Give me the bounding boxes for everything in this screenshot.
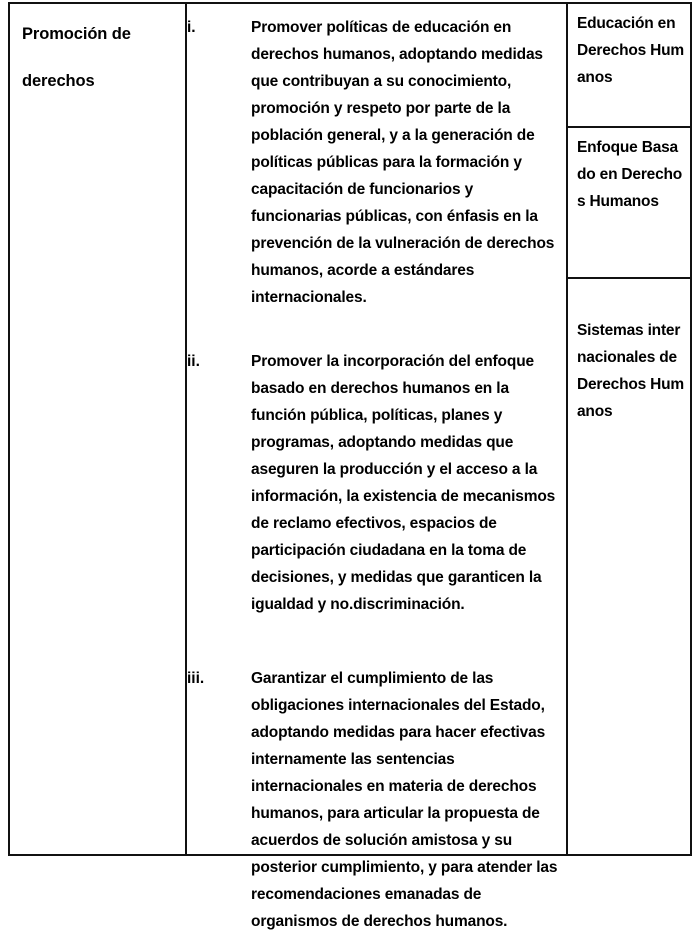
- list-item: [187, 665, 566, 935]
- list-item-text: Promover políticas de educación en derechos humanos, adoptando medidas que contribuyan a su conocimiento, promoción y respeto por parte de la población general, y a la generación de políticas públicas para la formación y capacitación de funcionarios y funcionarias públicas, con énfasis en la prevención de la vulneración de derechos humanos, acorde a estándares internacionales.: [251, 19, 555, 306]
- list-item-marker: iii.: [187, 670, 205, 687]
- table-cell-concepts: [568, 4, 690, 854]
- table-cell-actions: [187, 4, 566, 930]
- list-item: [187, 348, 566, 618]
- concept-item: Enfoque Basado en Derechos Humanos: [568, 126, 690, 277]
- concept-item: Educación en Derechos Humanos: [577, 15, 684, 86]
- concept-item: Sistemas internacionales de Derechos Humanos: [568, 277, 690, 854]
- list-item-marker: i.: [187, 19, 196, 36]
- list-item-text: Garantizar el cumplimiento de las obligaciones internacionales del Estado, adoptando medidas para hacer efectivas internamente las sentencias internacionales en materia de derechos humanos, para articular la propuesta de acuerdos de solución amistosa y su posterior cumplimiento, y para atender las recomendaciones emanadas de organismos de derechos humanos.: [251, 670, 558, 930]
- category-title-line-1: Promoción de: [22, 25, 131, 43]
- table-cell-category: [10, 4, 185, 854]
- list-item: [187, 14, 566, 311]
- category-title-line-2: derechos: [22, 72, 95, 90]
- list-item-text: Promover la incorporación del enfoque basado en derechos humanos en la función pública, políticas, planes y programas, adoptando medidas que aseguren la producción y el acceso a la información, la existencia de mecanismos de reclamo efectivos, espacios de participación ciudadana en la toma de decisiones, y medidas que garanticen la igualdad y no.discriminación.: [251, 353, 556, 613]
- list-item-marker: ii.: [187, 353, 200, 370]
- policy-table: [8, 2, 692, 930]
